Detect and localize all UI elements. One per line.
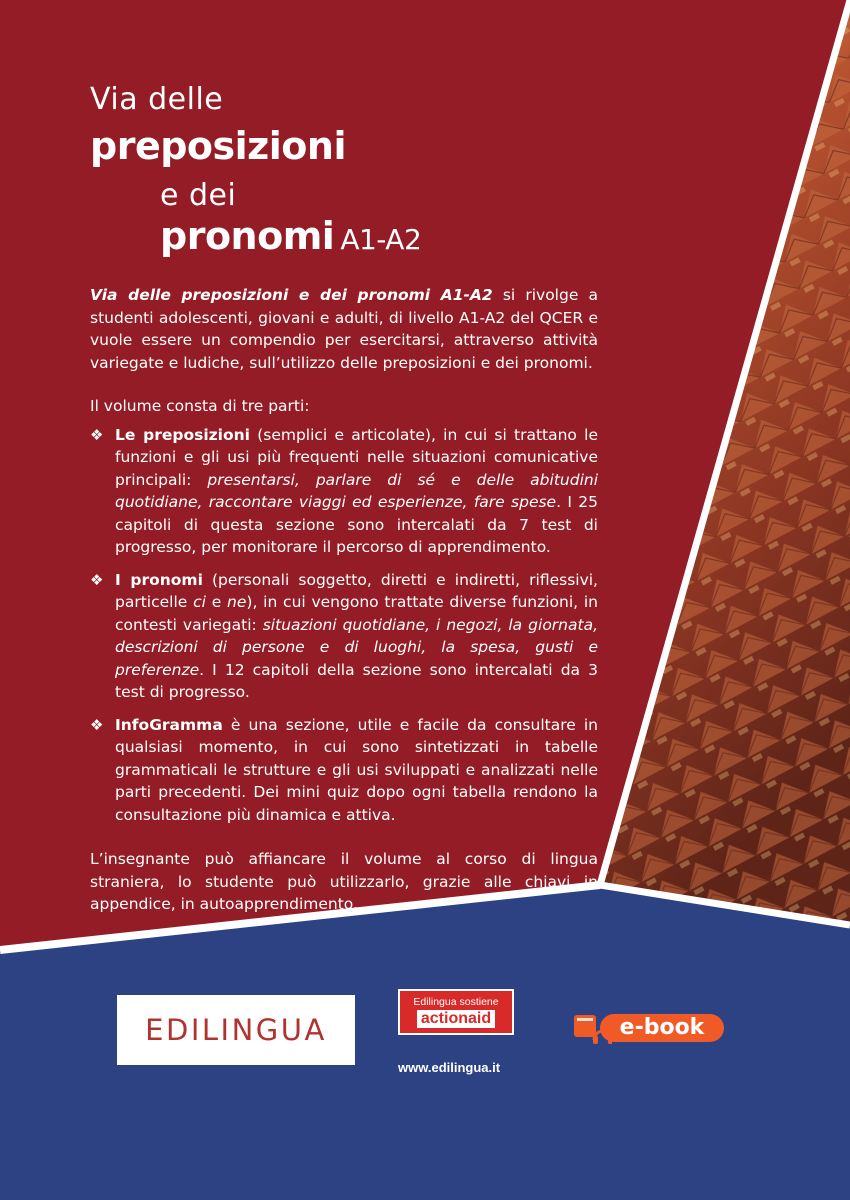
part-item-preposizioni (90, 424, 598, 559)
part-italic: presentarsi, parlare di sé e delle abitudini quotidiane, raccontare viaggi ed esperienze, fare spese (115, 470, 598, 511)
part-text: . I 12 capitoli della sezione sono intercalati da 3 test di progresso. (115, 660, 598, 701)
part-text: (semplici e articolate), in cui si trattano le funzioni e gli usi più frequenti nelle situazioni comunicative principali: (115, 425, 598, 489)
part-text: . I 25 capitoli di questa sezione sono intercalati da 7 test di progresso, per monitorare il percorso di apprendimento. (115, 493, 598, 556)
part-text: ), in cui vengono trattate diverse funzioni, in contesti variegati: (115, 593, 598, 634)
actionaid-badge[interactable] (398, 989, 514, 1035)
title-line-3: e dei (160, 178, 237, 213)
ebook-badge[interactable] (572, 1012, 724, 1044)
actionaid-logo-text: actionaid (417, 1010, 495, 1028)
bullet-icon: ❖ (90, 570, 104, 589)
part-text: è una sezione, utile e facile da consultare in qualsiasi momento, in cui sono sintetizzati in tabelle grammaticali le strutture e gli usi sviluppati e analizzati nelle parti precedenti. Dei mini quiz dopo ogni tabella rendono la consultazione più dinamica e attiva. (115, 715, 598, 824)
website-link[interactable]: www.edilingua.it (398, 1060, 501, 1075)
part-text: e (205, 593, 228, 611)
bullet-icon: ❖ (90, 425, 104, 444)
bullet-icon: ❖ (90, 715, 104, 734)
part-italic: ci (193, 593, 206, 611)
title-line-4 (160, 214, 422, 258)
parts-intro: Il volume consta di tre parti: (90, 397, 310, 415)
intro-paragraph (90, 284, 598, 374)
part-text: (personali soggetto, diretti e indiretti, riflessivi, particelle (115, 570, 598, 611)
parts-list (90, 424, 598, 827)
actionaid-small-text: Edilingua sostiene (413, 996, 499, 1008)
part-title: Le preposizioni (115, 425, 250, 444)
part-italic: situazioni quotidiane, i negozi, la giornata, descrizioni di persone e di luoghi, la spesa, gusti e preferenze (115, 615, 599, 679)
edilingua-logo-text: EDILINGUA (145, 1013, 327, 1047)
closing-paragraph: L’insegnante può affiancare il volume al corso di lingua straniera, lo studente può utilizzarlo, grazie alle chiavi in appendice, in autoapprendimento. (90, 850, 598, 913)
intro-lead: Via delle preposizioni e dei pronomi A1-A2 (90, 286, 493, 304)
part-item-pronomi (90, 569, 598, 704)
title-word-pronomi: pronomi (160, 214, 335, 258)
part-italic: ne (227, 593, 247, 611)
title-line-1: Via delle (90, 82, 224, 117)
intro-text: si rivolge a studenti adolescenti, giovani e adulti, di livello A1-A2 del QCER e vuole essere un compendio per esercitarsi, attraverso attività variegate e ludiche, sull’utilizzo delle preposizioni e dei pronomi. (90, 286, 598, 372)
ebook-label: e-book (600, 1014, 724, 1042)
part-item-infogramma (90, 714, 598, 827)
edilingua-logo[interactable] (117, 995, 355, 1065)
title-line-2: preposizioni (90, 124, 346, 168)
part-title: InfoGramma (115, 715, 223, 734)
description-text (90, 284, 598, 916)
part-title: I pronomi (115, 570, 203, 589)
title-level: A1-A2 (340, 223, 422, 256)
